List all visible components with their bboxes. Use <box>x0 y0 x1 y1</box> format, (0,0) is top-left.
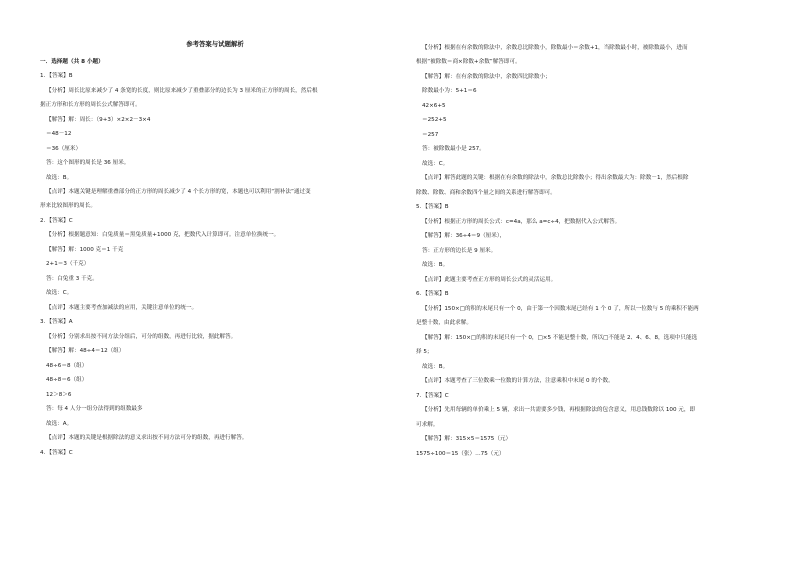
text-line: 【解答】解：36÷4＝9（厘米）， <box>422 233 506 239</box>
text-line: 【解答】解：1000 克＝1 千克 <box>46 247 124 253</box>
text-line: 除数、除数、商和余数四个量之间的关系进行解答即可。 <box>416 190 556 196</box>
text-line: 【分析】分别求出按不同方法分组后，可分的组数，再进行比较，据此解答。 <box>46 334 237 340</box>
text-line: 1．【答案】B <box>40 73 73 79</box>
text-line: ＝252+5 <box>422 117 447 123</box>
text-line: 【解答】解：48÷4＝12（组） <box>46 348 125 354</box>
text-line: 7．【答案】C <box>416 393 449 399</box>
text-line: 故选：B。 <box>422 262 449 268</box>
text-line: 择 5； <box>416 349 433 355</box>
text-line: 【分析】周长比原来减少了 4 条宽的长度，则比原来减少了重叠部分的边长为 3 厘米的正方形的周长，然后根 <box>46 88 318 94</box>
text-line: 故选：C。 <box>422 161 449 167</box>
text-line: 【点评】此题主要考查正方形的周长公式的灵活运用。 <box>422 277 557 283</box>
text-line: 48÷6＝8（组） <box>46 363 88 369</box>
text-line: 答：白兔重 3 千克。 <box>46 276 98 282</box>
text-line: 故选：A。 <box>46 421 73 427</box>
text-line: 一．选择题（共 8 小题） <box>40 59 104 65</box>
text-line: 是整十数，由此求解。 <box>416 320 472 326</box>
text-line: 答：正方形的边长是 9 厘米。 <box>422 248 497 254</box>
text-line: 【解答】解：周长：（9+3）×2×2－3×4 <box>46 117 151 123</box>
text-line: 【点评】本题考查了三位数乘一位数的计算方法，注意乘积中末尾 0 的个数。 <box>422 378 614 384</box>
text-line: 【分析】根据在有余数的除法中，余数总比除数小，除数最小＝余数+1，当除数最小时，被除数最小，进而 <box>422 45 688 51</box>
text-line: 【点评】解答此题的关键：根据在有余数的除法中，余数总比除数小；得出余数最大为：除数－1，然后根除 <box>422 175 689 181</box>
text-line: 故选：B。 <box>422 364 449 370</box>
text-line: 除数最小为：5+1＝6 <box>422 88 477 94</box>
text-line: ＝36（厘米） <box>46 146 82 152</box>
text-line: 故选：B。 <box>46 175 73 181</box>
text-line: 答：这个图形的周长是 36 厘米。 <box>46 160 130 166</box>
text-line: 【分析】150×□的积的末尾只有一个 0，由于第一个因数末尾已经有 1 个 0 了，所以一位数与 5 的乘积不能两 <box>422 306 699 312</box>
text-line: 故选：C。 <box>46 290 73 296</box>
text-line: 【解答】解：在有余数的除法中，余数四比除数小； <box>422 74 551 80</box>
text-line: 可求解。 <box>416 422 439 428</box>
text-line: ＝257 <box>422 132 439 138</box>
text-line: 答：被除数最小是 257。 <box>422 146 485 152</box>
text-line: 4．【答案】C <box>40 450 73 456</box>
text-line: 形来比较图形的周长。 <box>40 203 96 209</box>
text-line: 【分析】先用每辆的单价乘上 5 辆，求出一共需要多少钱，再根据除法的包含意义，用总钱数除以 100 元，即 <box>422 407 696 413</box>
page-title: 参考答案与试题解析 <box>186 40 244 48</box>
text-line: 据正方形和长方形的周长公式解答即可。 <box>40 102 141 108</box>
text-line: 2．【答案】C <box>40 218 73 224</box>
text-line: 3．【答案】A <box>40 319 73 325</box>
text-line: 【解答】解：315×5＝1575（元） <box>422 436 512 442</box>
text-line: 1575÷100＝15（张）…75（元） <box>416 451 505 457</box>
text-line: 6．【答案】B <box>416 291 449 297</box>
text-line: 【点评】本题的关键是根据除法的意义求出按不同方法可分的组数，再进行解答。 <box>46 435 248 441</box>
text-line: 【分析】根据题意知：白兔质量＝黑兔质量+1000 克，把数代入计算即可。注意单位换统一。 <box>46 232 280 238</box>
text-line: ＝48－12 <box>46 131 72 137</box>
text-line: 【解答】解：150×□的积的末尾只有一个 0，□×5 不能是整十数，所以□不能是 2、4、6、8，选项中只能选 <box>422 335 698 341</box>
text-line: 42×6+5 <box>422 103 446 109</box>
text-line: 48÷8＝6（组） <box>46 377 88 383</box>
text-line: 【点评】本题主要考查加减法的应用，关键注意单位的统一。 <box>46 305 198 311</box>
text-line: 根据“被除数＝商×除数+余数”解答即可。 <box>416 59 521 65</box>
text-line: 【点评】本题关键是理解重叠部分的正方形的周长减少了 4 个长方形的宽，本题也可以利用“割补法”通过变 <box>46 189 311 195</box>
text-line: 答：每 4 人分一组分法得到的组数最多 <box>46 406 143 412</box>
text-line: 5．【答案】B <box>416 204 449 210</box>
text-line: 【分析】根据正方形的周长公式：c=4a，那么 a=c÷4，把数据代入公式解答。 <box>422 219 621 225</box>
text-line: 12＞8＞6 <box>46 392 72 398</box>
text-line: 2+1＝3（千克） <box>46 261 90 267</box>
